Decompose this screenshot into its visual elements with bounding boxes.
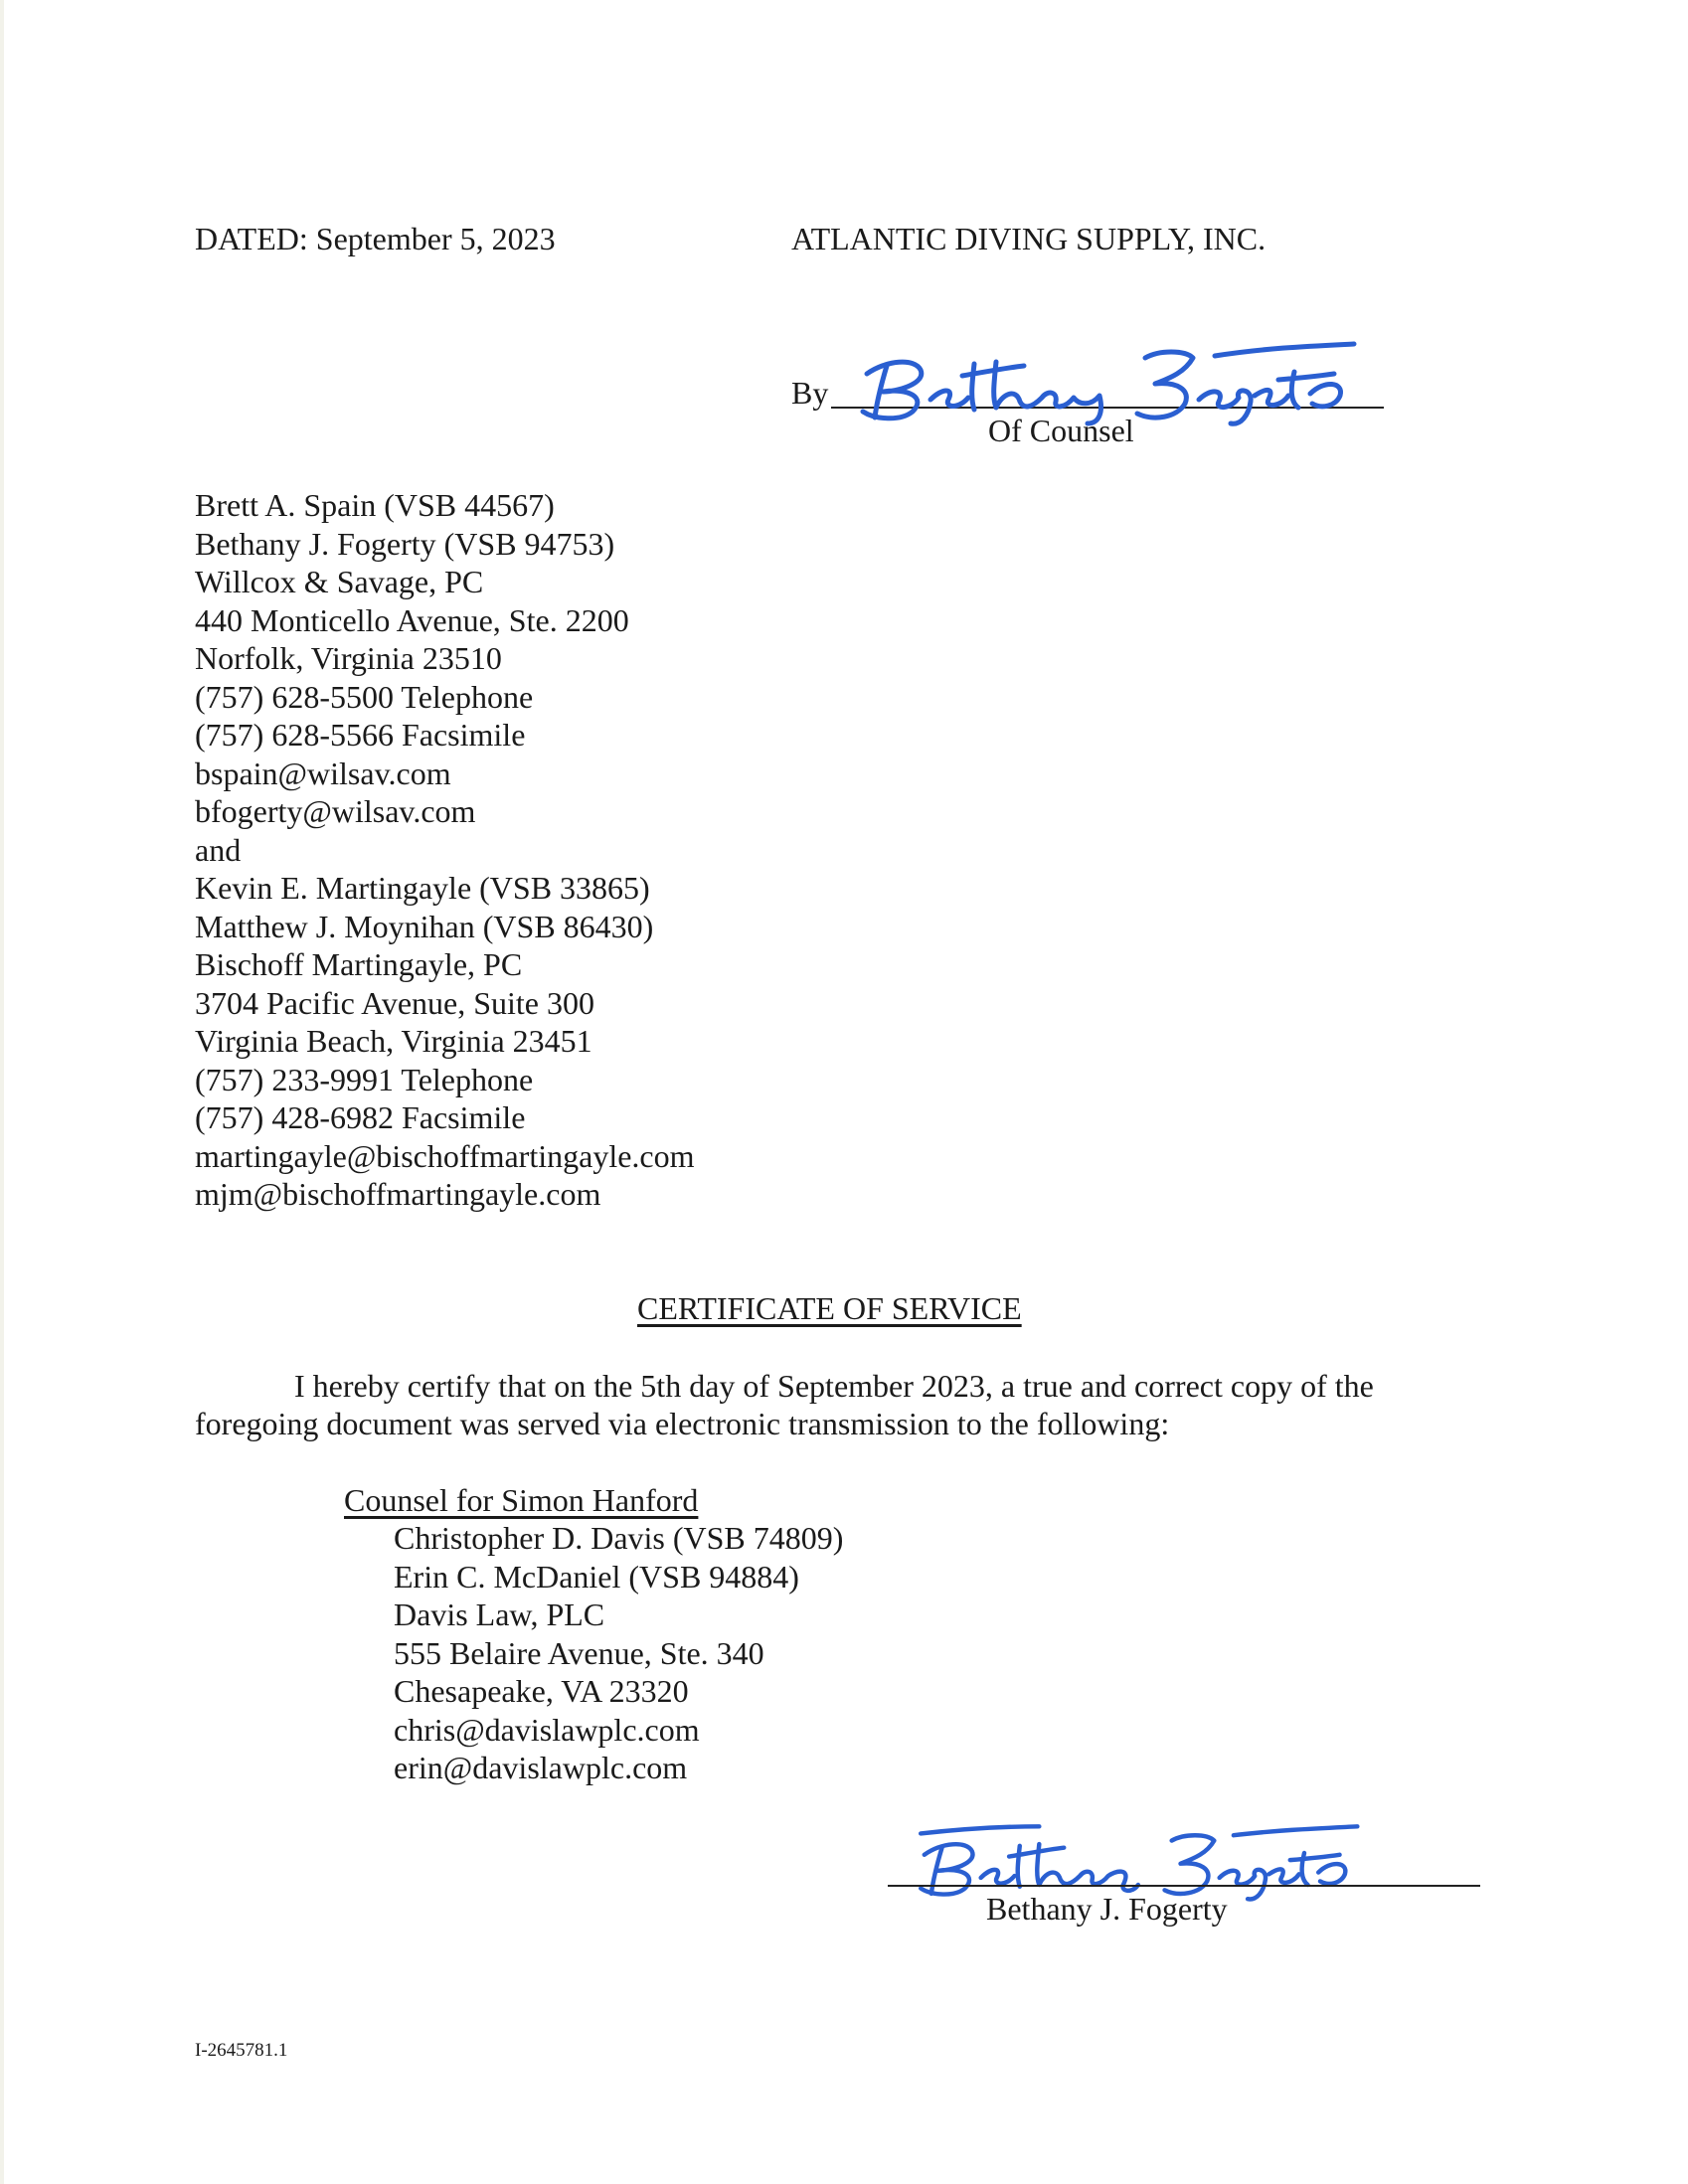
counsel-email: martingayle@bischoffmartingayle.com xyxy=(195,1137,695,1174)
recipient-line: 555 Belaire Avenue, Ste. 340 xyxy=(394,1634,764,1671)
recipient-email: chris@davislawplc.com xyxy=(394,1711,700,1748)
counsel-email: mjm@bischoffmartingayle.com xyxy=(195,1176,601,1212)
counsel-line: (757) 428-6982 Facsimile xyxy=(195,1099,526,1135)
recipient-line: Davis Law, PLC xyxy=(394,1596,605,1632)
counsel-line: Virginia Beach, Virginia 23451 xyxy=(195,1023,592,1059)
counsel-line: and xyxy=(195,831,242,868)
recipient-line: Christopher D. Davis (VSB 74809) xyxy=(394,1520,844,1556)
counsel-list xyxy=(195,486,695,1214)
by-label: By xyxy=(791,375,829,411)
recipient-line: Erin C. McDaniel (VSB 94884) xyxy=(394,1558,799,1595)
counsel-line: Brett A. Spain (VSB 44567) xyxy=(195,487,555,523)
company-name: ATLANTIC DIVING SUPPLY, INC. xyxy=(791,221,1266,256)
counsel-email: bfogerty@wilsav.com xyxy=(195,793,476,829)
certificate-body-line: I hereby certify that on the 5th day of September 2023, a true and correct copy of the xyxy=(294,1368,1374,1404)
counsel-line: Matthew J. Moynihan (VSB 86430) xyxy=(195,908,654,944)
counsel-line: 440 Monticello Avenue, Ste. 2200 xyxy=(195,601,629,638)
dated-line: DATED: September 5, 2023 xyxy=(195,221,556,256)
recipient-list xyxy=(394,1519,843,1787)
signer-name: Bethany J. Fogerty xyxy=(986,1891,1228,1927)
certificate-heading: CERTIFICATE OF SERVICE xyxy=(637,1290,1022,1326)
document-id: I-2645781.1 xyxy=(195,2040,288,2061)
counsel-line: (757) 628-5500 Telephone xyxy=(195,678,534,715)
counsel-line: 3704 Pacific Avenue, Suite 300 xyxy=(195,984,594,1021)
certificate-body-line: foregoing document was served via electronic transmission to the following: xyxy=(195,1406,1170,1441)
closing-signature-line xyxy=(888,1885,1480,1887)
recipient-email: erin@davislawplc.com xyxy=(394,1750,688,1785)
counsel-line: (757) 233-9991 Telephone xyxy=(195,1061,534,1097)
counsel-line: Norfolk, Virginia 23510 xyxy=(195,640,502,676)
closing-signature-drawing xyxy=(907,1821,1384,1901)
page-edge xyxy=(0,0,4,2184)
counsel-line: Kevin E. Martingayle (VSB 33865) xyxy=(195,870,650,906)
recipient-heading: Counsel for Simon Hanford xyxy=(344,1482,699,1518)
counsel-line: Bethany J. Fogerty (VSB 94753) xyxy=(195,525,615,562)
counsel-line: Bischoff Martingayle, PC xyxy=(195,946,523,982)
counsel-line: Willcox & Savage, PC xyxy=(195,564,484,599)
recipient-line: Chesapeake, VA 23320 xyxy=(394,1673,689,1709)
of-counsel-label: Of Counsel xyxy=(988,413,1134,448)
counsel-email: bspain@wilsav.com xyxy=(195,755,451,791)
counsel-line: (757) 628-5566 Facsimile xyxy=(195,717,526,753)
